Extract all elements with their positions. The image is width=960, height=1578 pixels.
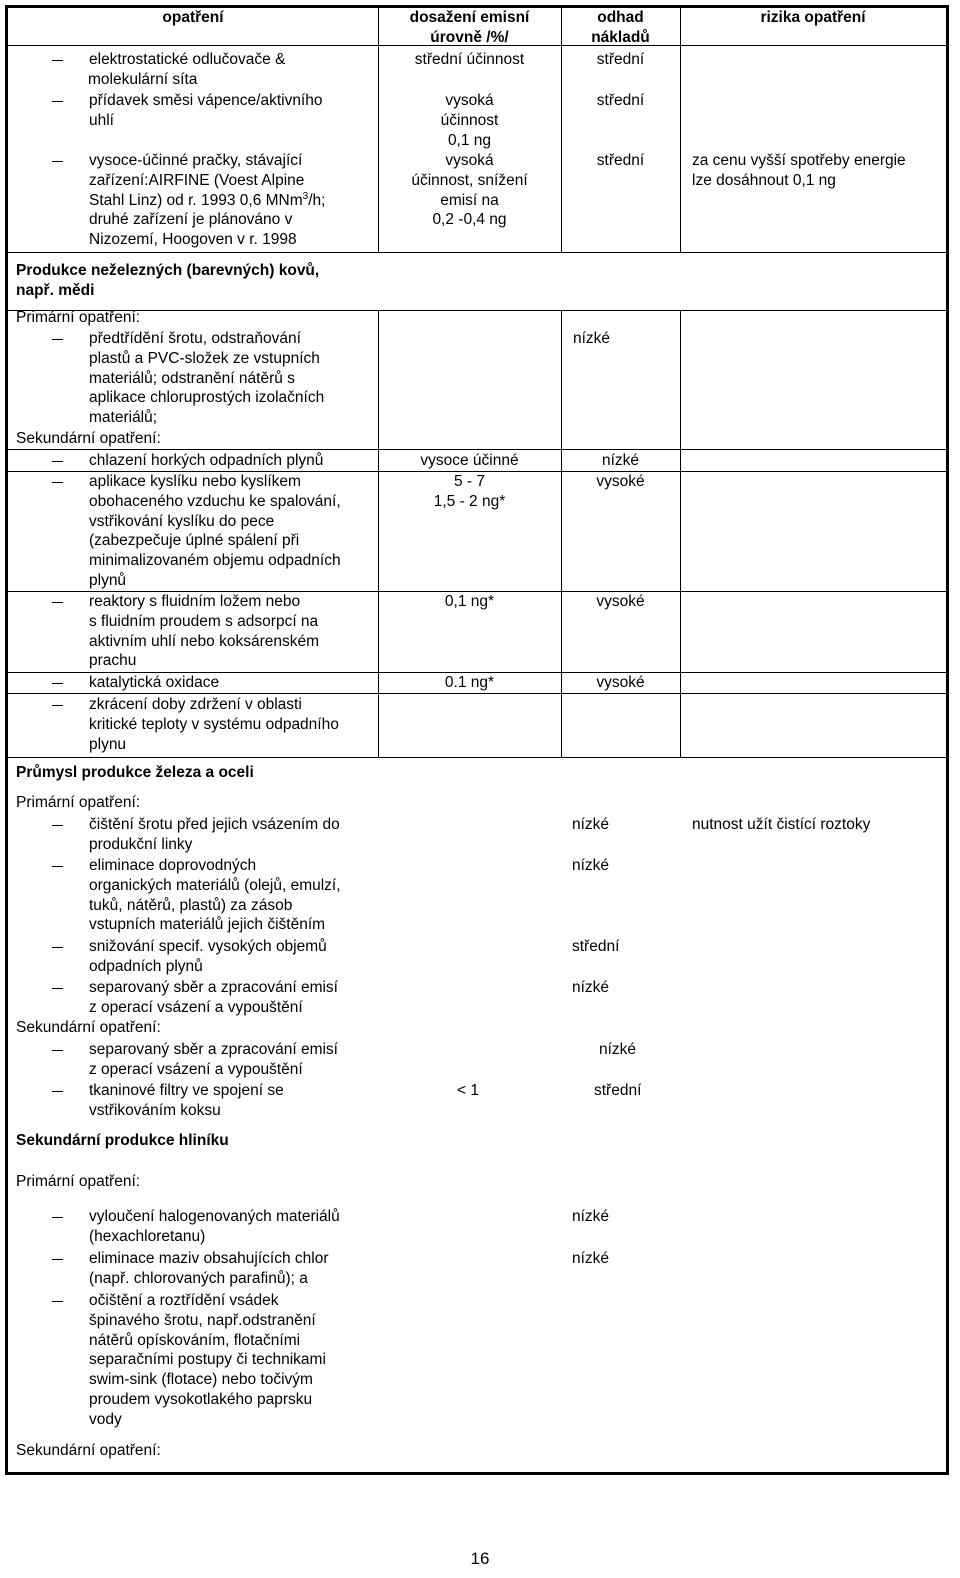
- cost-cell: vysoké: [596, 593, 645, 610]
- measure-text: [89, 695, 339, 754]
- text-line: předtřídění šrotu, odstraňování: [89, 330, 301, 347]
- measure-text: [89, 592, 319, 671]
- dash-bullet: [52, 947, 63, 948]
- text-line: vody: [89, 1410, 122, 1428]
- text-line: produkční linky: [89, 835, 193, 853]
- measure-text: [89, 329, 324, 428]
- page-number: 16: [470, 1549, 490, 1568]
- subsection-label: Sekundární opatření:: [16, 430, 161, 447]
- dash-bullet: [52, 602, 63, 603]
- text-line: špinavého šrotu, např.odstranění: [89, 1311, 316, 1329]
- text-line: separovaný sběr a zpracování emisí: [89, 979, 338, 996]
- text-span: /h;: [308, 191, 326, 209]
- subsection-label: Primární opatření:: [16, 1173, 141, 1190]
- emission-cell: [378, 151, 561, 230]
- text-line: 1,5 - 2 ng*: [433, 492, 506, 510]
- dash-bullet: [52, 1217, 63, 1218]
- measure-text: [89, 1081, 284, 1121]
- text-line: zkrácení doby zdržení v oblasti: [89, 696, 302, 713]
- text-line: lze dosáhnout 0,1 ng: [692, 171, 836, 189]
- header-text: dosažení emisní: [409, 9, 530, 26]
- text-line: tkaninové filtry ve spojení se: [89, 1082, 284, 1099]
- dash-bullet: [52, 461, 63, 462]
- measure-text: [89, 856, 341, 935]
- text-line: separačními postupy či technikami: [89, 1351, 326, 1369]
- text-line: vysoká: [445, 92, 494, 109]
- text-span: Stahl Linz) od r. 1993 0,6 MNm: [89, 191, 303, 209]
- text-line: materiálů; odstranění nátěrů s: [89, 369, 295, 387]
- header-cost-estimate: [561, 8, 680, 48]
- dash-bullet: [52, 683, 63, 684]
- text-line: z operací vsázení a vypouštění: [89, 998, 303, 1016]
- text-line: prachu: [89, 652, 137, 670]
- cost-cell: nízké: [601, 452, 640, 469]
- text-line: (zabezpečuje úplné spálení při: [89, 532, 300, 550]
- dash-bullet: [52, 1050, 63, 1051]
- text-line: plynu: [89, 735, 127, 753]
- text-line: kritické teploty v systému odpadního: [89, 715, 339, 733]
- text-line: obohaceného vzduchu ke spalování,: [89, 492, 341, 510]
- text-line: materiálů;: [89, 409, 158, 427]
- dash-bullet: [52, 1259, 63, 1260]
- text-line: swim-sink (flotace) nebo točivým: [89, 1371, 313, 1389]
- cost-cell: nízké: [572, 1250, 610, 1267]
- row-rule: [8, 310, 946, 311]
- dash-bullet: [52, 339, 63, 340]
- measure-text: [89, 1040, 338, 1080]
- measure-text: chlazení horkých odpadních plynů: [89, 452, 324, 469]
- text-line: např. mědi: [16, 281, 95, 299]
- text-line: vstřikováním koksu: [89, 1101, 221, 1119]
- text-line: přídavek směsi vápence/aktivního: [89, 92, 323, 109]
- dash-bullet: [52, 1301, 63, 1302]
- measure-text: [89, 1291, 326, 1430]
- measure-text: [89, 91, 322, 131]
- header-text: úrovně /%/: [430, 28, 509, 46]
- text-line: plynů: [89, 571, 127, 589]
- dash-bullet: [52, 825, 63, 826]
- subsection-label: Primární opatření:: [16, 309, 141, 326]
- cost-cell: střední: [596, 92, 645, 109]
- text-line: druhé zařízení je plánováno v: [89, 211, 293, 229]
- text-line: vysoká: [445, 152, 494, 169]
- cost-cell: nízké: [572, 857, 610, 874]
- text-line: účinnost, snížení: [411, 171, 528, 189]
- emission-cell: 0,1 ng*: [444, 593, 495, 610]
- header-emission-level: [378, 8, 561, 48]
- cost-cell: střední: [572, 938, 620, 955]
- text-line: aplikace kyslíku nebo kyslíkem: [89, 473, 301, 490]
- text-line: s fluidním proudem s adsorpcí na: [89, 612, 319, 630]
- emission-cell: 0.1 ng*: [444, 674, 495, 691]
- cost-cell: nízké: [572, 979, 610, 996]
- cost-cell: střední: [594, 1082, 642, 1099]
- dash-bullet: [52, 1091, 63, 1092]
- cost-cell: vysoké: [596, 674, 645, 691]
- measure-text: [89, 1249, 329, 1289]
- text-line: uhlí: [89, 111, 114, 129]
- measure-text: katalytická oxidace: [89, 674, 220, 691]
- emission-cell: vysoce účinné: [420, 452, 519, 469]
- dash-bullet: [52, 60, 63, 61]
- section-title: Průmysl produkce železa a oceli: [16, 764, 254, 781]
- measure-text: [89, 815, 340, 855]
- header-risks: rizika opatření: [760, 9, 866, 26]
- cost-cell: střední: [596, 51, 645, 68]
- text-line: organických materiálů (olejů, emulzí,: [89, 876, 341, 894]
- superscript: 3: [302, 190, 309, 202]
- column-divider-3b: [680, 310, 681, 757]
- dash-bullet: [52, 988, 63, 989]
- emission-cell: [378, 472, 561, 512]
- dash-bullet: [52, 482, 63, 483]
- text-line: 5 - 7: [453, 473, 485, 490]
- text-line: [89, 191, 325, 211]
- cost-cell: nízké: [572, 1208, 610, 1225]
- text-line: Produkce neželezných (barevných) kovů,: [16, 262, 320, 279]
- cost-cell: nízké: [599, 1041, 637, 1058]
- text-line: nátěrů opískováním, flotačními: [89, 1331, 301, 1349]
- measure-text: [89, 1207, 340, 1247]
- text-line: snižování specif. vysokých objemů: [89, 938, 327, 955]
- text-line: 0,2 -0,4 ng: [432, 211, 507, 229]
- dash-bullet: [52, 101, 63, 102]
- text-line: vysoce-účinné pračky, stávající: [89, 152, 303, 169]
- cost-cell: vysoké: [596, 473, 645, 490]
- dash-bullet: [52, 161, 63, 162]
- measure-text: [89, 978, 338, 1018]
- text-line: eliminace doprovodných: [89, 857, 257, 874]
- text-line: emisí na: [440, 191, 499, 209]
- measure-text: [89, 937, 327, 977]
- text-line: eliminace maziv obsahujících chlor: [89, 1250, 329, 1267]
- measure-text: [89, 50, 285, 90]
- text-line: separovaný sběr a zpracování emisí: [89, 1041, 338, 1058]
- subsection-label: Primární opatření:: [16, 794, 141, 811]
- row-rule: [8, 693, 946, 694]
- row-rule: [8, 757, 946, 758]
- header-measure: opatření: [162, 9, 224, 26]
- text-line: účinnost: [440, 111, 499, 129]
- text-line: 0,1 ng: [447, 131, 492, 149]
- dash-bullet: [52, 866, 63, 867]
- text-line: aplikace chloruprostých izolačních: [89, 389, 325, 407]
- text-line: Nizozemí, Hoogoven v r. 1998: [89, 231, 297, 249]
- text-line: čištění šrotu před jejich vsázením do: [89, 816, 340, 833]
- text-line: z operací vsázení a vypouštění: [89, 1060, 303, 1078]
- risk-cell: [692, 151, 906, 191]
- subsection-label: Sekundární opatření:: [16, 1019, 161, 1036]
- text-line: očištění a roztřídění vsádek: [89, 1292, 279, 1309]
- text-line: vstřikování kyslíku do pece: [89, 512, 275, 530]
- dash-bullet: [52, 705, 63, 706]
- cost-cell: nízké: [572, 330, 611, 347]
- section-title: Sekundární produkce hliníku: [16, 1132, 229, 1149]
- text-line: tuků, nátěrů, plastů) za zásob: [89, 896, 293, 914]
- measure-text: [89, 472, 341, 591]
- emission-cell: < 1: [457, 1082, 479, 1099]
- row-rule: [8, 449, 946, 450]
- header-text: odhad: [597, 9, 644, 26]
- text-line: zařízení:AIRFINE (Voest Alpine: [89, 171, 305, 189]
- cost-cell: střední: [596, 152, 645, 169]
- emission-cell: střední účinnost: [414, 51, 525, 68]
- section-title: [16, 261, 319, 301]
- text-line: elektrostatické odlučovače &: [89, 51, 286, 68]
- text-line: proudem vysokotlakého paprsku: [89, 1390, 313, 1408]
- text-line: reaktory s fluidním ložem nebo: [89, 593, 301, 610]
- text-line: minimalizovaném objemu odpadních: [89, 552, 341, 570]
- emission-cell: [378, 91, 561, 150]
- text-line: (hexachloretanu): [89, 1227, 206, 1245]
- subsection-label: Sekundární opatření:: [16, 1442, 161, 1459]
- measure-text: [89, 151, 325, 250]
- text-line: plastů a PVC-složek ze vstupních: [89, 349, 320, 367]
- text-line: (např. chlorovaných parafinů); a: [89, 1269, 308, 1287]
- text-line: vstupních materiálů jejich čištěním: [89, 916, 326, 934]
- text-line: vyloučení halogenovaných materiálů: [89, 1208, 340, 1225]
- section-rule: [8, 252, 946, 253]
- text-line: molekulární síta: [88, 70, 198, 88]
- text-line: odpadních plynů: [89, 957, 203, 975]
- risk-cell: nutnost užít čistící roztoky: [692, 816, 871, 833]
- cost-cell: nízké: [572, 816, 610, 833]
- text-line: za cenu vyšší spotřeby energie: [692, 152, 906, 169]
- header-text: nákladů: [591, 28, 650, 46]
- text-line: aktivním uhlí nebo koksárenském: [89, 632, 320, 650]
